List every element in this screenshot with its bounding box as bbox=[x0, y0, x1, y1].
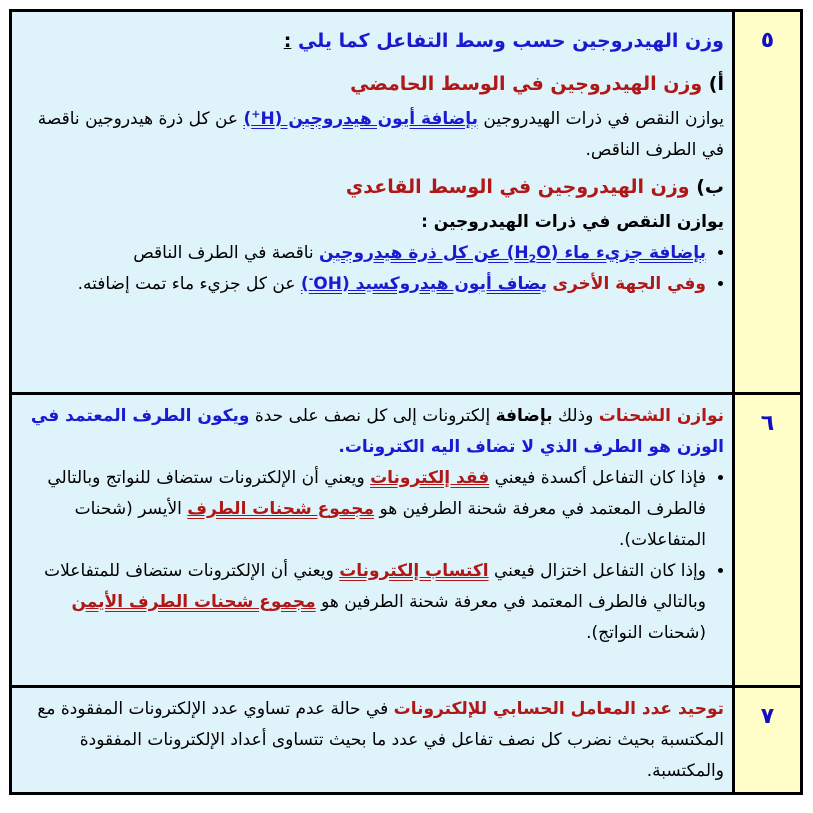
row-number: ٧ bbox=[732, 688, 800, 792]
base-intro: يوازن النقص في ذرات الهيدروجين : bbox=[421, 212, 724, 232]
section-title: وزن الهيدروجين حسب وسط التفاعل كما يلي : bbox=[283, 30, 724, 52]
row-number: ٦ bbox=[732, 395, 800, 685]
base-heading: ب) وزن الهيدروجين في الوسط القاعدي bbox=[345, 176, 724, 198]
list-item: • وفي الجهة الأخرى يضاف أيون هيدروكسيد (OH-) عن كل جزيء ماء تمت إضافته. bbox=[24, 269, 706, 300]
acid-text: يوازن النقص في ذرات الهيدروجين بإضافة أيون هيدروجين (H+) عن كل ذرة هيدروجين ناقصة في الطرف الناقص. bbox=[37, 107, 724, 160]
content-table bbox=[9, 9, 803, 795]
electrons-text: توحيد عدد المعامل الحسابي للإلكترونات في حالة عدم تساوي عدد الإلكترونات المفقودة مع المكتسبة بحيث نضرب كل نصف تفاعل في عدد ما بحيث تتساوى أعداد الإلكترونات المفقودة والمكتسبة. bbox=[37, 699, 724, 781]
list-item: • بإضافة جزيء ماء $(H_2O)$ عن كل ذرة هيدروجين ناقصة في الطرف الناقص bbox=[24, 238, 706, 269]
list-item: • فإذا كان التفاعل أكسدة فيعني فقد إلكترونات ويعني أن الإلكترونات ستضاف للنواتج وبالتالي فالطرف المعتمد في معرفة شحنة الطرفين هو مجموع شحنات الطرف الأيسر (شحنات المتفاعلات). bbox=[24, 463, 706, 556]
row-content bbox=[12, 688, 732, 792]
table-row bbox=[12, 12, 800, 392]
row-number: ٥ bbox=[732, 12, 800, 392]
table-row bbox=[12, 688, 800, 792]
acid-heading: أ) وزن الهيدروجين في الوسط الحامضي bbox=[350, 73, 724, 95]
row-content bbox=[12, 395, 732, 685]
list-item: • وإذا كان التفاعل اختزال فيعني اكتساب إلكترونات ويعني أن الإلكترونات ستضاف للمتفاعلات وبالتالي فالطرف المعتمد في معرفة شحنة الطرفين هو مجموع شحنات الطرف الأيمن (شحنات النواتج). bbox=[24, 556, 706, 649]
charges-lead: نوازن الشحنات وذلك بإضافة إلكترونات إلى كل نصف على حدة ويكون الطرف المعتمد في الوزن هو الطرف الذي لا تضاف اليه الكترونات. bbox=[30, 406, 724, 457]
table-row bbox=[12, 395, 800, 685]
row-content bbox=[12, 12, 732, 392]
